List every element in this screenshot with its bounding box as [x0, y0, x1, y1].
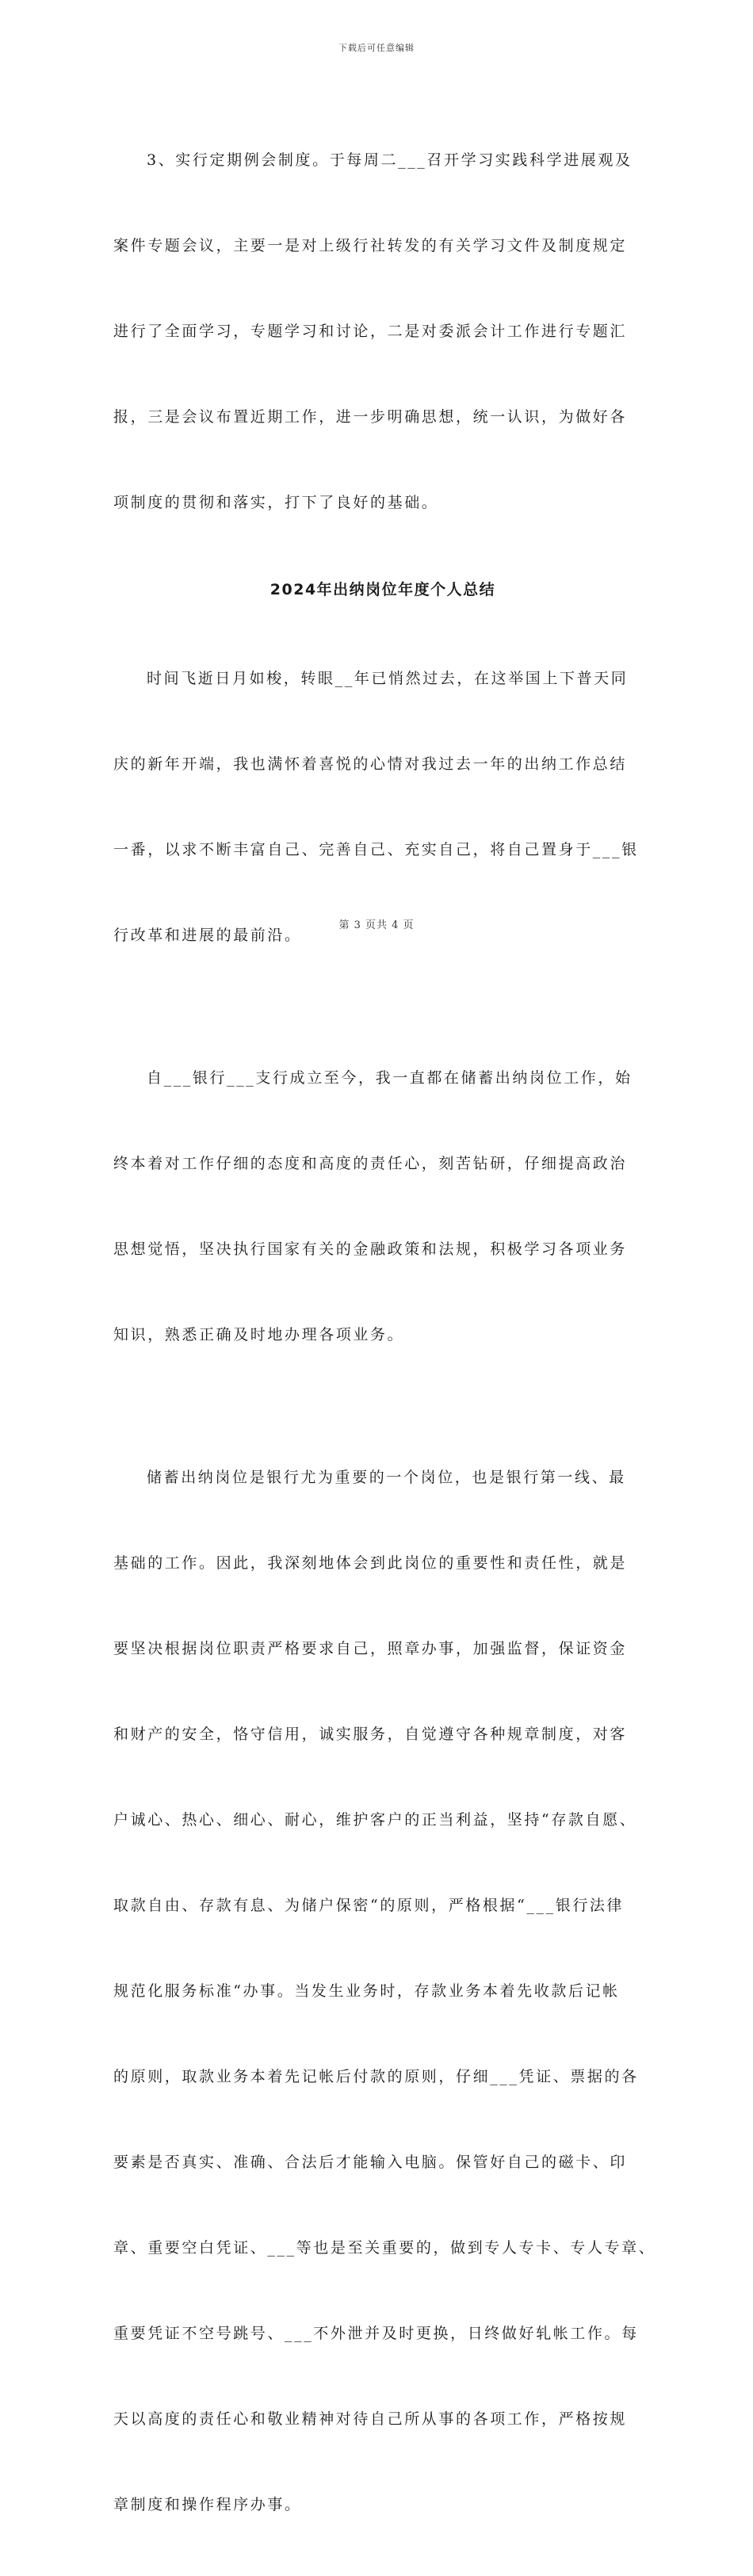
paragraph-line: 要坚决根据岗位职责严格要求自己，照章办事，加强监督，保证资金 [113, 1640, 628, 1657]
document-title: 2024年出纳岗位年度个人总结 [269, 581, 496, 598]
paragraph-line: 知识，熟悉正确及时地办理各项业务。 [113, 1326, 405, 1343]
paragraph-line: 户诚心、热心、细心、耐心，维护客户的正当利益，坚持“存款自愿、 [113, 1811, 637, 1829]
paragraph-intro [113, 607, 652, 1007]
paragraph-line: 3、实行定期例会制度。于每周二___召开学习实践科学进展观及 [147, 151, 633, 169]
paragraph-line: 取款自由、存款有息、为储户保密“的原则，严格根据“___银行法律 [113, 1897, 625, 1914]
paragraph-line: 案件专题会议，主要一是对上级行社转发的有关学习文件及制度规定 [113, 237, 628, 254]
paragraph-position-history [113, 1007, 652, 1406]
paragraph-line: 自___银行___支行成立至今，我一直都在储蓄出纳岗位工作，始 [147, 1069, 633, 1087]
paragraph-line: 思想觉悟，坚决执行国家有关的金融政策和法规，积极学习各项业务 [113, 1240, 628, 1258]
page-number: 第 3 页共 4 页 [338, 919, 415, 931]
paragraph-line: 章制度和操作程序办事。 [113, 2496, 302, 2513]
paragraph-line: 报，三是会议布置近期工作，进一步明确思想，统一认识，为做好各 [113, 408, 628, 426]
paragraph-line: 天以高度的责任心和敬业精神对待自己所从事的各项工作，严格按规 [113, 2410, 628, 2428]
paragraph-line: 行改革和进展的最前沿。 [113, 927, 302, 944]
paragraph-line: 章、重要空白凭证、___等也是至关重要的，做到专人专卡、专人专章、 [113, 2239, 656, 2257]
paragraph-line: 储蓄出纳岗位是银行尤为重要的一个岗位，也是银行第一线、最 [147, 1469, 626, 1486]
paragraph-line: 要素是否真实、准确、合法后才能输入电脑。保管好自己的磁卡、印 [113, 2154, 628, 2171]
paragraph-line: 进行了全面学习，专题学习和讨论，二是对委派会计工作进行专题汇 [113, 323, 628, 340]
paragraph-line: 基础的工作。因此，我深刻地体会到此岗位的重要性和责任性，就是 [113, 1554, 628, 1572]
paragraph-line: 规范化服务标准“办事。当发生业务时，存款业务本着先收款后记帐 [113, 1982, 620, 2000]
header-note: 下载后可任意编辑 [338, 43, 415, 53]
paragraph-cashier-duties [113, 1406, 656, 2576]
paragraph-line: 终本着对工作仔细的态度和高度的责任心，刻苦钻研，仔细提高政治 [113, 1155, 628, 1172]
document-body [113, 89, 656, 2576]
paragraph-line: 项制度的贯彻和落实，打下了良好的基础。 [113, 494, 439, 511]
paragraph-line: 的原则，取款业务本着先记帐后付款的原则，仔细___凭证、票据的各 [113, 2068, 639, 2085]
paragraph-line: 一番，以求不断丰富自己、完善自己、充实自己，将自己置身于___银 [113, 841, 639, 858]
paragraph-line: 时间飞逝日月如梭，转眼__年已悄然过去，在这举国上下普天同 [147, 670, 629, 687]
paragraph-line: 和财产的安全，恪守信用，诚实服务，自觉遵守各种规章制度，对客 [113, 1726, 628, 1743]
paragraph-line: 重要凭证不空号跳号、___不外泄并及时更换，日终做好轧帐工作。每 [113, 2325, 639, 2342]
paragraph-meeting-system [113, 89, 652, 574]
paragraph-line: 庆的新年开端，我也满怀着喜悦的心情对我过去一年的出纳工作总结 [113, 755, 628, 773]
